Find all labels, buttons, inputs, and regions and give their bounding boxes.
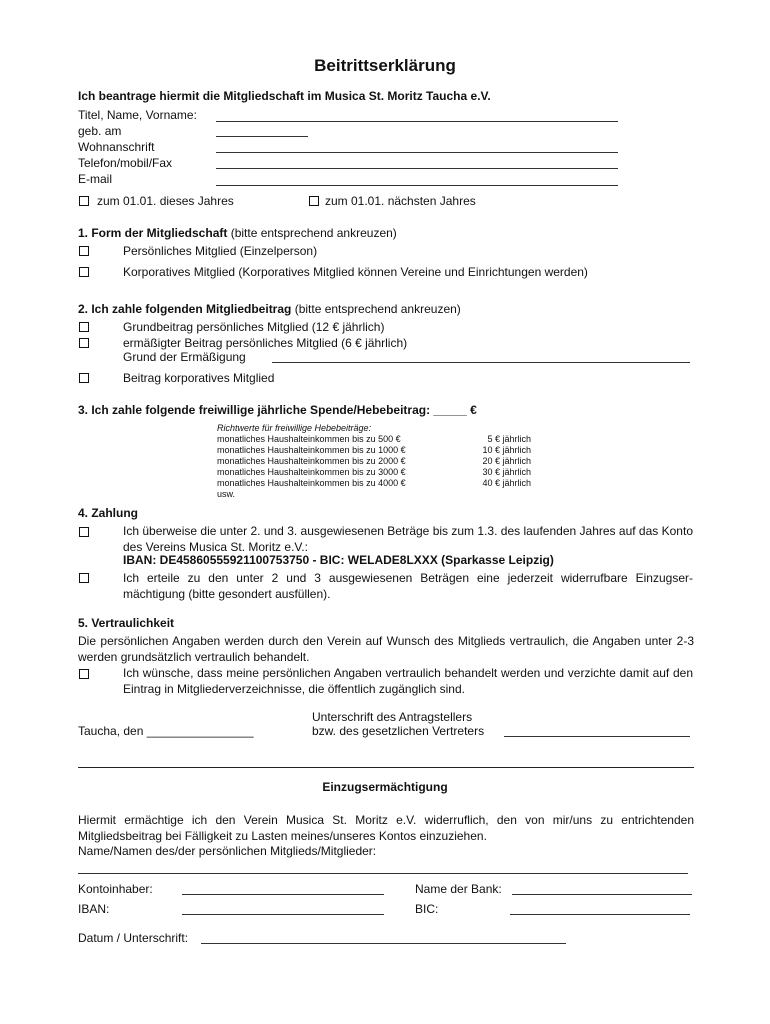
section4-heading: 4. Zahlung <box>78 506 138 520</box>
corporate-fee-checkbox[interactable] <box>79 373 89 383</box>
birthdate-line[interactable] <box>216 136 308 137</box>
basic-fee-checkbox[interactable] <box>79 322 89 332</box>
date-signature-line[interactable] <box>201 943 566 944</box>
field-label-birthdate: geb. am <box>78 124 122 138</box>
section2-heading-note: (bitte entsprechend ankreuzen) <box>291 302 461 316</box>
field-label-address: Wohnanschrift <box>78 140 155 154</box>
email-line[interactable] <box>216 185 618 186</box>
account-holder-line[interactable] <box>182 894 384 895</box>
amount-cell: 10 € jährlich <box>482 445 531 455</box>
section2-heading-bold: 2. Ich zahle folgenden Mitgliedbeitrag <box>78 302 292 316</box>
start-next-year-checkbox[interactable] <box>309 196 319 206</box>
confidentiality-checkbox[interactable] <box>79 669 89 679</box>
mandate-title: Einzugsermächtigung <box>322 780 448 794</box>
corporate-member-checkbox[interactable] <box>79 267 89 277</box>
direct-debit-checkbox[interactable] <box>79 573 89 583</box>
section3-heading: 3. Ich zahle folgende freiwillige jährliche Spende/Hebebeitrag: _____ € <box>78 403 477 417</box>
income-cell: monatliches Haushalteinkommen bis zu 1000 € <box>217 445 406 455</box>
bic-label: BIC: <box>415 902 439 916</box>
corporate-member-label: Korporatives Mitglied (Korporatives Mitglied können Vereine und Einrichtungen werden) <box>123 265 588 279</box>
bank-details: IBAN: DE45860555921100753750 - BIC: WELADE8LXXX (Sparkasse Leipzig) <box>123 553 554 567</box>
bank-name-label: Name der Bank: <box>415 882 502 896</box>
section1-heading-bold: 1. Form der Mitgliedschaft <box>78 226 228 240</box>
reduced-fee-checkbox[interactable] <box>79 338 89 348</box>
personal-member-label: Persönliches Mitglied (Einzelperson) <box>123 244 318 258</box>
section5-heading: 5. Vertraulichkeit <box>78 616 175 630</box>
reduction-reason-label: Grund der Ermäßigung <box>123 350 246 364</box>
personal-member-checkbox[interactable] <box>79 246 89 256</box>
amount-cell: 30 € jährlich <box>482 467 531 477</box>
place-date: Taucha, den ________________ <box>78 724 254 738</box>
income-cell: monatliches Haushalteinkommen bis zu 2000 € <box>217 456 406 466</box>
transfer-checkbox[interactable] <box>79 527 89 537</box>
intro-text: Ich beantrage hiermit die Mitgliedschaft im Musica St. Moritz Taucha e.V. <box>78 89 491 103</box>
start-this-year-label: zum 01.01. dieses Jahres <box>97 194 234 208</box>
corporate-fee-label: Beitrag korporatives Mitglied <box>123 371 275 385</box>
income-cell: monatliches Haushalteinkommen bis zu 4000 € <box>217 478 406 488</box>
table-end: usw. <box>217 489 236 499</box>
reduced-fee-label: ermäßigter Beitrag persönliches Mitglied (6 € jährlich) <box>123 336 408 350</box>
start-next-year-label: zum 01.01. nächsten Jahres <box>325 194 476 208</box>
field-label-name: Titel, Name, Vorname: <box>78 108 197 122</box>
bic-line[interactable] <box>510 914 690 915</box>
confidentiality-text: Die persönlichen Angaben werden durch den Verein auf Wunsch des Mitglieds vertraulich, die Angaben unter 2-3 werden grundsätzlich vertraulich behandelt. <box>78 634 694 664</box>
section1-heading <box>78 226 397 240</box>
start-this-year-checkbox[interactable] <box>79 196 89 206</box>
date-signature-label: Datum / Unterschrift: <box>78 931 189 945</box>
section1-heading-note: (bitte entsprechend ankreuzen) <box>227 226 397 240</box>
section2-heading <box>78 302 461 316</box>
signature-label-1: Unterschrift des Antragstellers <box>312 710 473 724</box>
basic-fee-label: Grundbeitrag persönliches Mitglied (12 € jährlich) <box>123 320 385 334</box>
amount-cell: 40 € jährlich <box>482 478 531 488</box>
field-label-phone: Telefon/mobil/Fax <box>78 156 173 170</box>
iban-line[interactable] <box>182 914 384 915</box>
transfer-label: Ich überweise die unter 2. und 3. ausgewiesenen Beträge bis zum 1.3. des laufenden Jahres auf das Konto des Vereins Musica St. Moritz e.V.: <box>123 524 693 554</box>
signature-label-2: bzw. des gesetzlichen Vertreters <box>312 724 485 738</box>
donation-guide-title: Richtwerte für freiwillige Hebebeiträge: <box>217 423 372 433</box>
income-cell: monatliches Haushalteinkommen bis zu 500 € <box>217 434 401 444</box>
iban-label: IBAN: <box>78 902 110 916</box>
signature-line[interactable] <box>504 736 690 737</box>
amount-cell: 20 € jährlich <box>482 456 531 466</box>
reduction-reason-line[interactable] <box>272 362 690 363</box>
member-names-line[interactable] <box>78 873 688 874</box>
phone-line[interactable] <box>216 168 618 169</box>
amount-cell: 5 € jährlich <box>487 434 531 444</box>
mandate-text: Hiermit ermächtige ich den Verein Musica St. Moritz e.V. widerruflich, den von mir/uns zu entrichtenden Mitgliedsbeitrag bei Fälligkeit zu Lasten meines/unseres Kontos einzuziehen. <box>78 813 694 843</box>
income-cell: monatliches Haushalteinkommen bis zu 3000 € <box>217 467 406 477</box>
section-divider <box>78 767 694 768</box>
confidentiality-option-label: Ich wünsche, dass meine persönlichen Angaben vertraulich behandelt werden und verzichte damit auf den Eintrag in Mitgliederverzeichnisse, die öffentlich zugänglich sind. <box>123 666 693 696</box>
bank-name-line[interactable] <box>512 894 692 895</box>
page-title: Beitrittserklärung <box>314 56 456 75</box>
account-holder-label: Kontoinhaber: <box>78 882 153 896</box>
direct-debit-label: Ich erteile zu den unter 2 und 3 ausgewiesenen Beträgen eine jederzeit widerrufbare Einzugser-mächtigung (bitte gesondert ausfüllen). <box>123 571 693 601</box>
member-names-label: Name/Namen des/der persönlichen Mitglieds/Mitglieder: <box>78 844 377 858</box>
name-line[interactable] <box>216 121 618 122</box>
address-line[interactable] <box>216 152 618 153</box>
field-label-email: E-mail <box>78 172 113 186</box>
